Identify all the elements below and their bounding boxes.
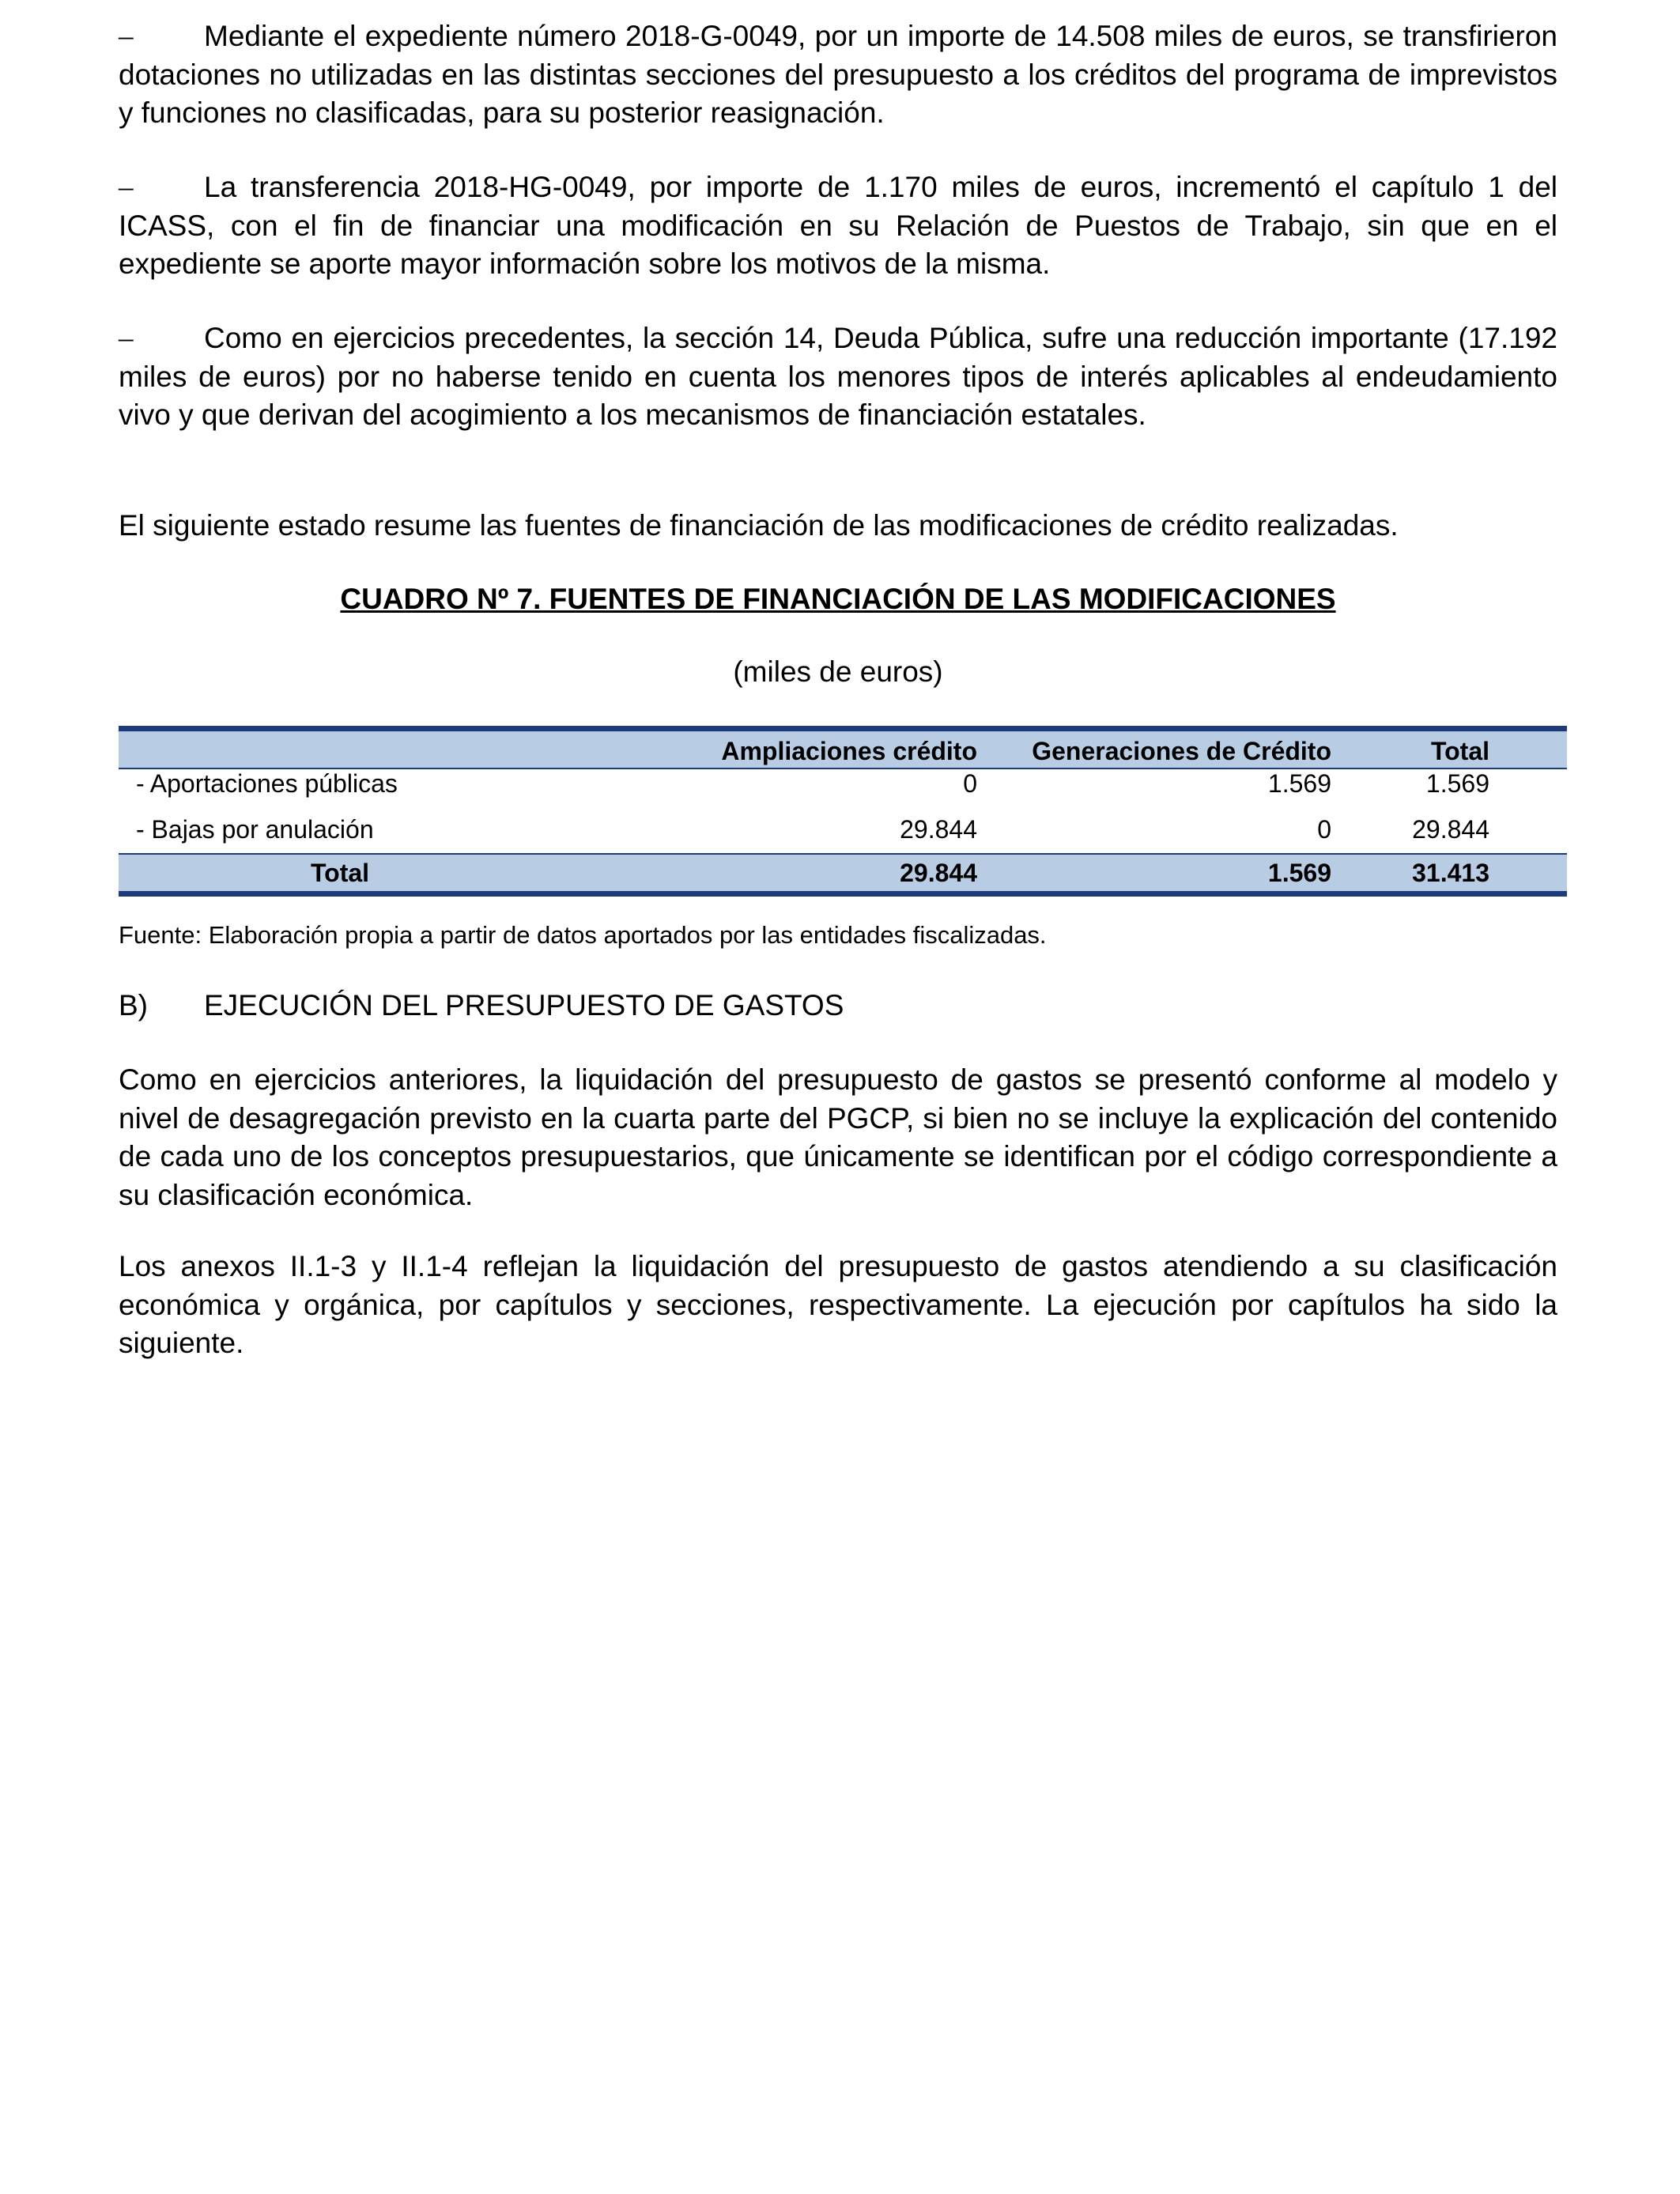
dash-marker: – <box>119 322 134 354</box>
table-total-row <box>119 854 1567 894</box>
section-paragraph-2 <box>119 1248 1557 1363</box>
dash-marker: – <box>119 171 134 203</box>
bullet-text: La transferencia 2018-HG-0049, por importe de 1.170 miles de euros, incrementó el capítulo 1 del ICASS, con el fin de financiar una modificación en su Relación de Puestos de Trabajo, sin que en el expediente se aporte mayor información sobre los motivos de la misma. <box>119 171 1557 280</box>
dash-marker: – <box>119 20 134 52</box>
bullet-text: Como en ejercicios precedentes, la sección 14, Deuda Pública, sufre una reducción importante (17.192 miles de euros) por no haberse tenido en cuenta los menores tipos de interés aplicables al endeudamiento vivo y que derivan del acogimiento a los mecanismos de financiación estatales. <box>119 322 1557 431</box>
total-cell: 31.413 <box>1412 858 1489 887</box>
table-cell: 29.844 <box>900 814 977 844</box>
table-header-row <box>119 729 1567 769</box>
header-cell: Generaciones de Crédito <box>1032 737 1331 765</box>
table-cell: 0 <box>963 769 977 798</box>
header-cell <box>119 729 561 769</box>
section-title: EJECUCIÓN DEL PRESUPUESTO DE GASTOS <box>204 989 844 1021</box>
section-heading <box>119 987 844 1025</box>
row-label: - Aportaciones públicas <box>136 769 398 798</box>
header-cell: Ampliaciones crédito <box>721 737 977 765</box>
table-cell: 1.569 <box>1425 769 1489 798</box>
summary-paragraph <box>119 507 1557 546</box>
table-cell: 0 <box>1317 814 1331 844</box>
table-title: CUADRO Nº 7. FUENTES DE FINANCIACIÓN DE LAS MODIFICACIONES <box>340 583 1336 615</box>
table-unit: (miles de euros) <box>733 655 943 688</box>
bullet-paragraph-1 <box>119 17 1557 133</box>
total-cell: 1.569 <box>1267 858 1331 887</box>
table-cell: 29.844 <box>1412 814 1489 844</box>
section-letter: B) <box>119 989 148 1021</box>
section-text: Los anexos II.1-3 y II.1-4 reflejan la liquidación del presupuesto de gastos atendiendo a su clasificación económica y orgánica, por capítulos y secciones, respectivamente. La ejecución por capítulos ha sido la siguiente. <box>119 1250 1557 1359</box>
total-cell: 29.844 <box>900 858 977 887</box>
row-label: - Bajas por anulación <box>136 814 374 844</box>
header-cell: Total <box>1430 737 1489 765</box>
table-cell: 1.569 <box>1267 769 1331 798</box>
funding-table <box>119 726 1567 897</box>
bullet-paragraph-3 <box>119 319 1557 435</box>
table-row <box>119 768 1567 806</box>
table-source-note: Fuente: Elaboración propia a partir de datos aportados por las entidades fiscalizadas. <box>119 921 1047 949</box>
bullet-paragraph-2 <box>119 168 1557 284</box>
summary-text: El siguiente estado resume las fuentes de financiación de las modificaciones de crédito realizadas. <box>119 509 1399 542</box>
bullet-text: Mediante el expediente número 2018-G-0049, por un importe de 14.508 miles de euros, se transfirieron dotaciones no utilizadas en las distintas secciones del presupuesto a los créditos del programa de imprevistos y funciones no clasificadas, para su posterior reasignación. <box>119 20 1557 129</box>
table-row <box>119 806 1567 854</box>
section-paragraph-1 <box>119 1061 1557 1214</box>
section-text: Como en ejercicios anteriores, la liquidación del presupuesto de gastos se presentó conforme al modelo y nivel de desagregación previsto en la cuarta parte del PGCP, si bien no se incluye la explicación del contenido de cada uno de los conceptos presupuestarios, que únicamente se identifican por el código correspondiente a su clasificación económica. <box>119 1063 1557 1211</box>
total-label: Total <box>310 858 370 887</box>
